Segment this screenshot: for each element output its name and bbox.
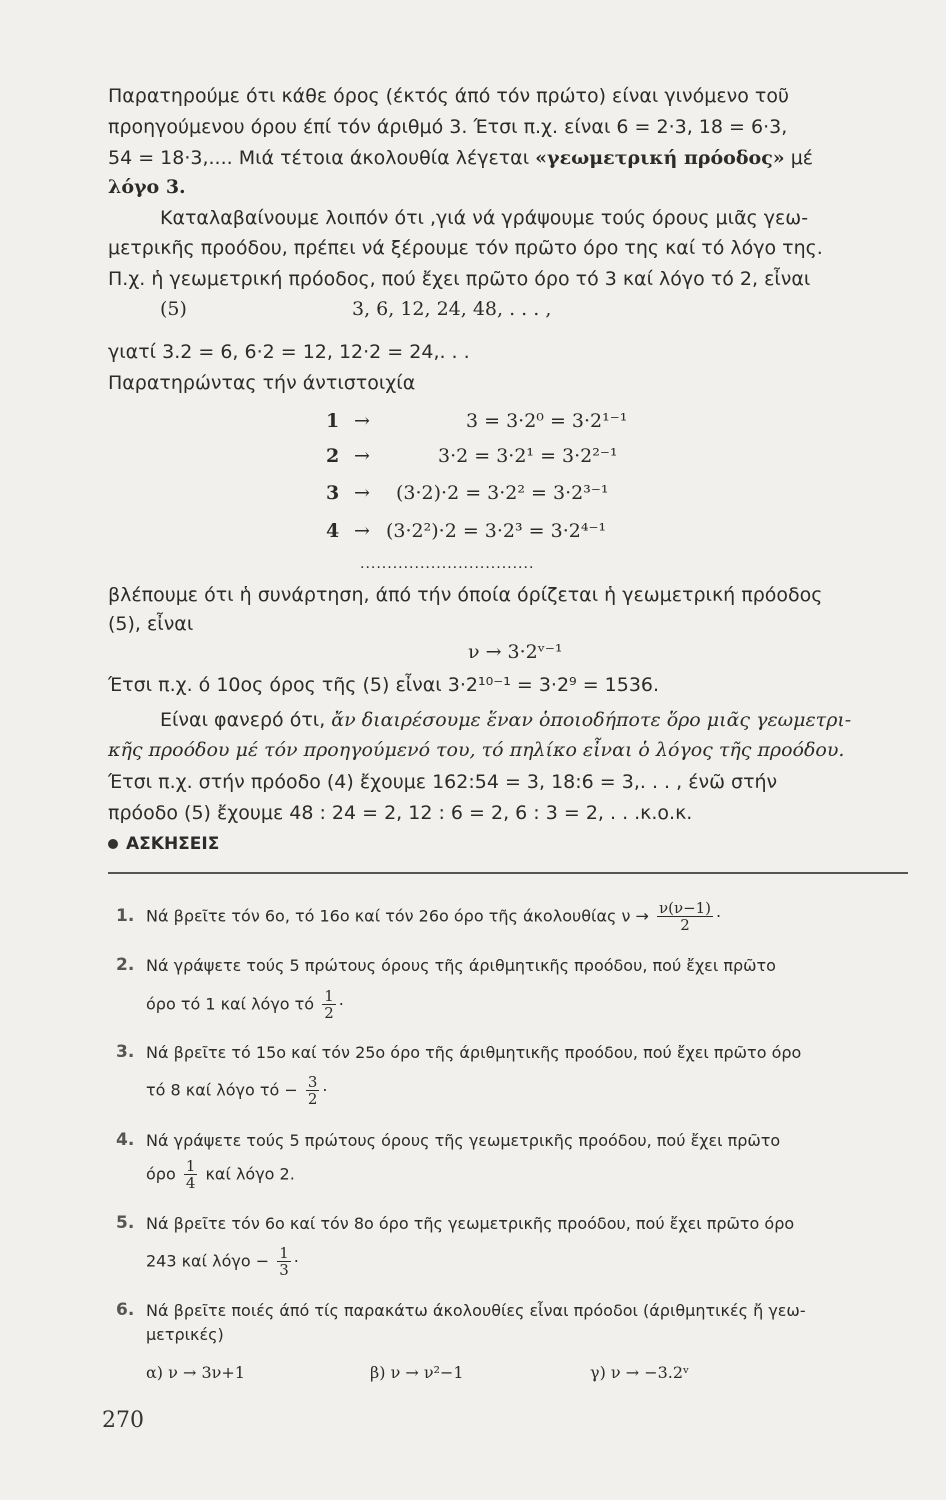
arrow-icon: → (354, 445, 370, 467)
exercise-4-text: Νά γράψετε τούς 5 πρώτους όρους τῆς γεωμετρικῆς προόδου, πού ἔχει πρῶτο (146, 1131, 781, 1150)
exercise-6-text-cont: μετρικές) (146, 1325, 224, 1344)
exercise-number: 3. (116, 1042, 135, 1062)
exercise-number: 1. (116, 906, 135, 926)
fraction-numerator: 3 (307, 1073, 318, 1091)
exercise-1 (146, 900, 721, 933)
exercise-text: Νά βρεῖτε τόν 6ο, τό 16ο καί τόν 26ο όρο τῆς άκολουθίας ν → (146, 906, 649, 926)
para-line-12: (5), εἶναι (108, 613, 194, 635)
para-line-5: Καταλαβαίνουμε λοιπόν ότι ,γιά νά γράψουμε τούς όρους μιᾶς γεω- (160, 207, 809, 229)
mapping-expression: 3·2 = 3·2¹ = 3·2²⁻¹ (438, 445, 618, 467)
mapping-row (326, 445, 618, 467)
para-line-1: Παρατηρούμε ότι κάθε όρος (έκτός άπό τόν πρώτο) είναι γινόμενο τοῦ (108, 85, 789, 107)
exercise-number: 4. (116, 1130, 135, 1150)
mapping-expression: (3·2²)·2 = 3·2³ = 3·2⁴⁻¹ (386, 520, 607, 542)
section-heading (108, 832, 219, 856)
text-segment: μέ (784, 147, 814, 169)
fraction (657, 900, 713, 933)
fraction-numerator: 1 (185, 1157, 196, 1175)
mapping-row (326, 520, 607, 542)
para-line-17: πρόοδο (5) ἔχουμε 48 : 24 = 2, 12 : 6 = 2, 6 : 3 = 2, . . .κ.ο.κ. (108, 802, 693, 824)
arrow-icon: → (354, 520, 370, 542)
fraction (306, 1074, 320, 1107)
fraction-denominator: 4 (185, 1174, 196, 1192)
fraction-numerator: 1 (324, 987, 334, 1005)
formula-general-term: ν → 3·2ᵛ⁻¹ (468, 641, 563, 663)
para-line-14 (160, 708, 851, 732)
exercise-number: 2. (116, 955, 135, 975)
page-number: 270 (102, 1408, 144, 1433)
para-line-4: λόγο 3. (108, 176, 186, 198)
mapping-row (326, 410, 628, 432)
equation-label-5: (5) (160, 298, 187, 320)
exercise-3-text: Νά βρεῖτε τό 15ο καί τόν 25ο όρο τῆς άριθμητικῆς προόδου, πού ἔχει πρῶτο όρο (146, 1043, 802, 1062)
mapping-expression: 3 = 3·2⁰ = 3·2¹⁻¹ (466, 410, 628, 432)
para-line-11: βλέπουμε ότι ἡ συνάρτηση, άπό τήν όποία όρίζεται ἡ γεωμετρική πρόοδος (108, 584, 823, 606)
section-title: ΑΣΚΗΣΕΙΣ (126, 834, 220, 854)
para-line-9: γιατί 3.2 = 6, 6·2 = 12, 12·2 = 24,. . . (108, 341, 470, 363)
exercise-2-text: Νά γράψετε τούς 5 πρώτους όρους τῆς άριθμητικῆς προόδου, πού ἔχει πρῶτο (146, 956, 776, 975)
section-divider (108, 872, 908, 874)
fraction (322, 988, 336, 1021)
exercise-text: τό 8 καί λόγο τό − (146, 1080, 298, 1100)
exercise-text: όρο τό 1 καί λόγο τό (146, 994, 315, 1014)
exercise-5-text: Νά βρεῖτε τόν 6ο καί τόν 8ο όρο τῆς γεωμετρικῆς προόδου, πού ἔχει πρῶτο όρο (146, 1214, 795, 1233)
text-segment: 54 = 18·3,.... Μιά τέτοια άκολουθία λέγεται (108, 147, 536, 169)
punctuation: · (293, 1251, 299, 1271)
exercise-text: 243 καί λόγο − (146, 1251, 270, 1271)
para-line-2: προηγούμενου όρου έπί τόν άριθμό 3. Έτσι π.χ. είναι 6 = 2·3, 18 = 6·3, (108, 116, 788, 138)
fraction (277, 1245, 291, 1278)
arrow-icon: → (354, 482, 370, 504)
exercise-6-text: Νά βρεῖτε ποιές άπό τίς παρακάτω άκολουθίες εἶναι πρόοδοι (άριθμητικές ἤ γεω- (146, 1301, 806, 1320)
term-geometric-progression: «γεωμετρική πρόοδος» (535, 147, 785, 169)
fraction (184, 1158, 198, 1191)
para-line-10: Παρατηρώντας τήν άντιστοιχία (108, 372, 416, 394)
exercise-number: 5. (116, 1213, 135, 1233)
option-c: γ) ν → −3.2ᵛ (590, 1363, 690, 1382)
exercise-5 (146, 1245, 299, 1278)
text-segment: Είναι φανερό ότι, (160, 709, 332, 731)
punctuation: · (716, 906, 722, 926)
mapping-index: 4 (326, 520, 340, 542)
ellipsis-dots: ................................ (360, 556, 535, 572)
fraction-denominator: 3 (279, 1261, 289, 1279)
para-line-16: Έτσι π.χ. στήν πρόοδο (4) ἔχουμε 162:54 = 3, 18:6 = 3,. . . , ένῶ στήν (108, 771, 778, 793)
sequence-5: 3, 6, 12, 24, 48, . . . , (352, 298, 552, 320)
fraction-denominator: 2 (307, 1090, 318, 1108)
fraction-denominator: 2 (680, 916, 690, 934)
mapping-index: 1 (326, 410, 340, 432)
para-line-13: Έτσι π.χ. ό 10ος όρος τῆς (5) εἶναι 3·2¹⁰⁻¹ = 3·2⁹ = 1536. (108, 674, 660, 696)
exercise-text: καί λόγο 2. (205, 1164, 295, 1184)
mapping-expression: (3·2)·2 = 3·2² = 3·2³⁻¹ (396, 482, 609, 504)
fraction-numerator: 1 (279, 1244, 289, 1262)
arrow-icon: → (354, 410, 370, 432)
bullet-icon (108, 839, 118, 849)
exercise-text: όρο (146, 1164, 176, 1184)
mapping-row (326, 482, 609, 504)
para-line-3 (108, 146, 813, 170)
fraction-denominator: 2 (324, 1004, 334, 1022)
mapping-index: 3 (326, 482, 340, 504)
para-line-15: κῆς προόδου μέ τόν προηγούμενό του, τό πηλίκο εἶναι ὁ λόγος τῆς προόδου. (108, 739, 845, 761)
option-b: β) ν → ν²−1 (370, 1363, 464, 1382)
exercise-3 (146, 1074, 328, 1107)
theorem-text: ἄν διαιρέσουμε ἕναν ὁποιοδήποτε ὅρο μιᾶς γεωμετρι- (331, 709, 852, 731)
exercise-number: 6. (116, 1300, 135, 1320)
para-line-7: Π.χ. ἡ γεωμετρική πρόοδος, πού ἔχει πρῶτο όρο τό 3 καί λόγο τό 2, εἶναι (108, 268, 811, 290)
option-a: α) ν → 3ν+1 (146, 1363, 245, 1382)
exercise-4 (146, 1158, 295, 1191)
mapping-index: 2 (326, 445, 340, 467)
para-line-6: μετρικῆς προόδου, πρέπει νά ξέρουμε τόν πρῶτο όρο της καί τό λόγο της. (108, 237, 823, 259)
fraction-numerator: ν(ν−1) (658, 899, 712, 917)
punctuation: · (338, 994, 344, 1014)
punctuation: · (322, 1080, 328, 1100)
exercise-2 (146, 988, 344, 1021)
